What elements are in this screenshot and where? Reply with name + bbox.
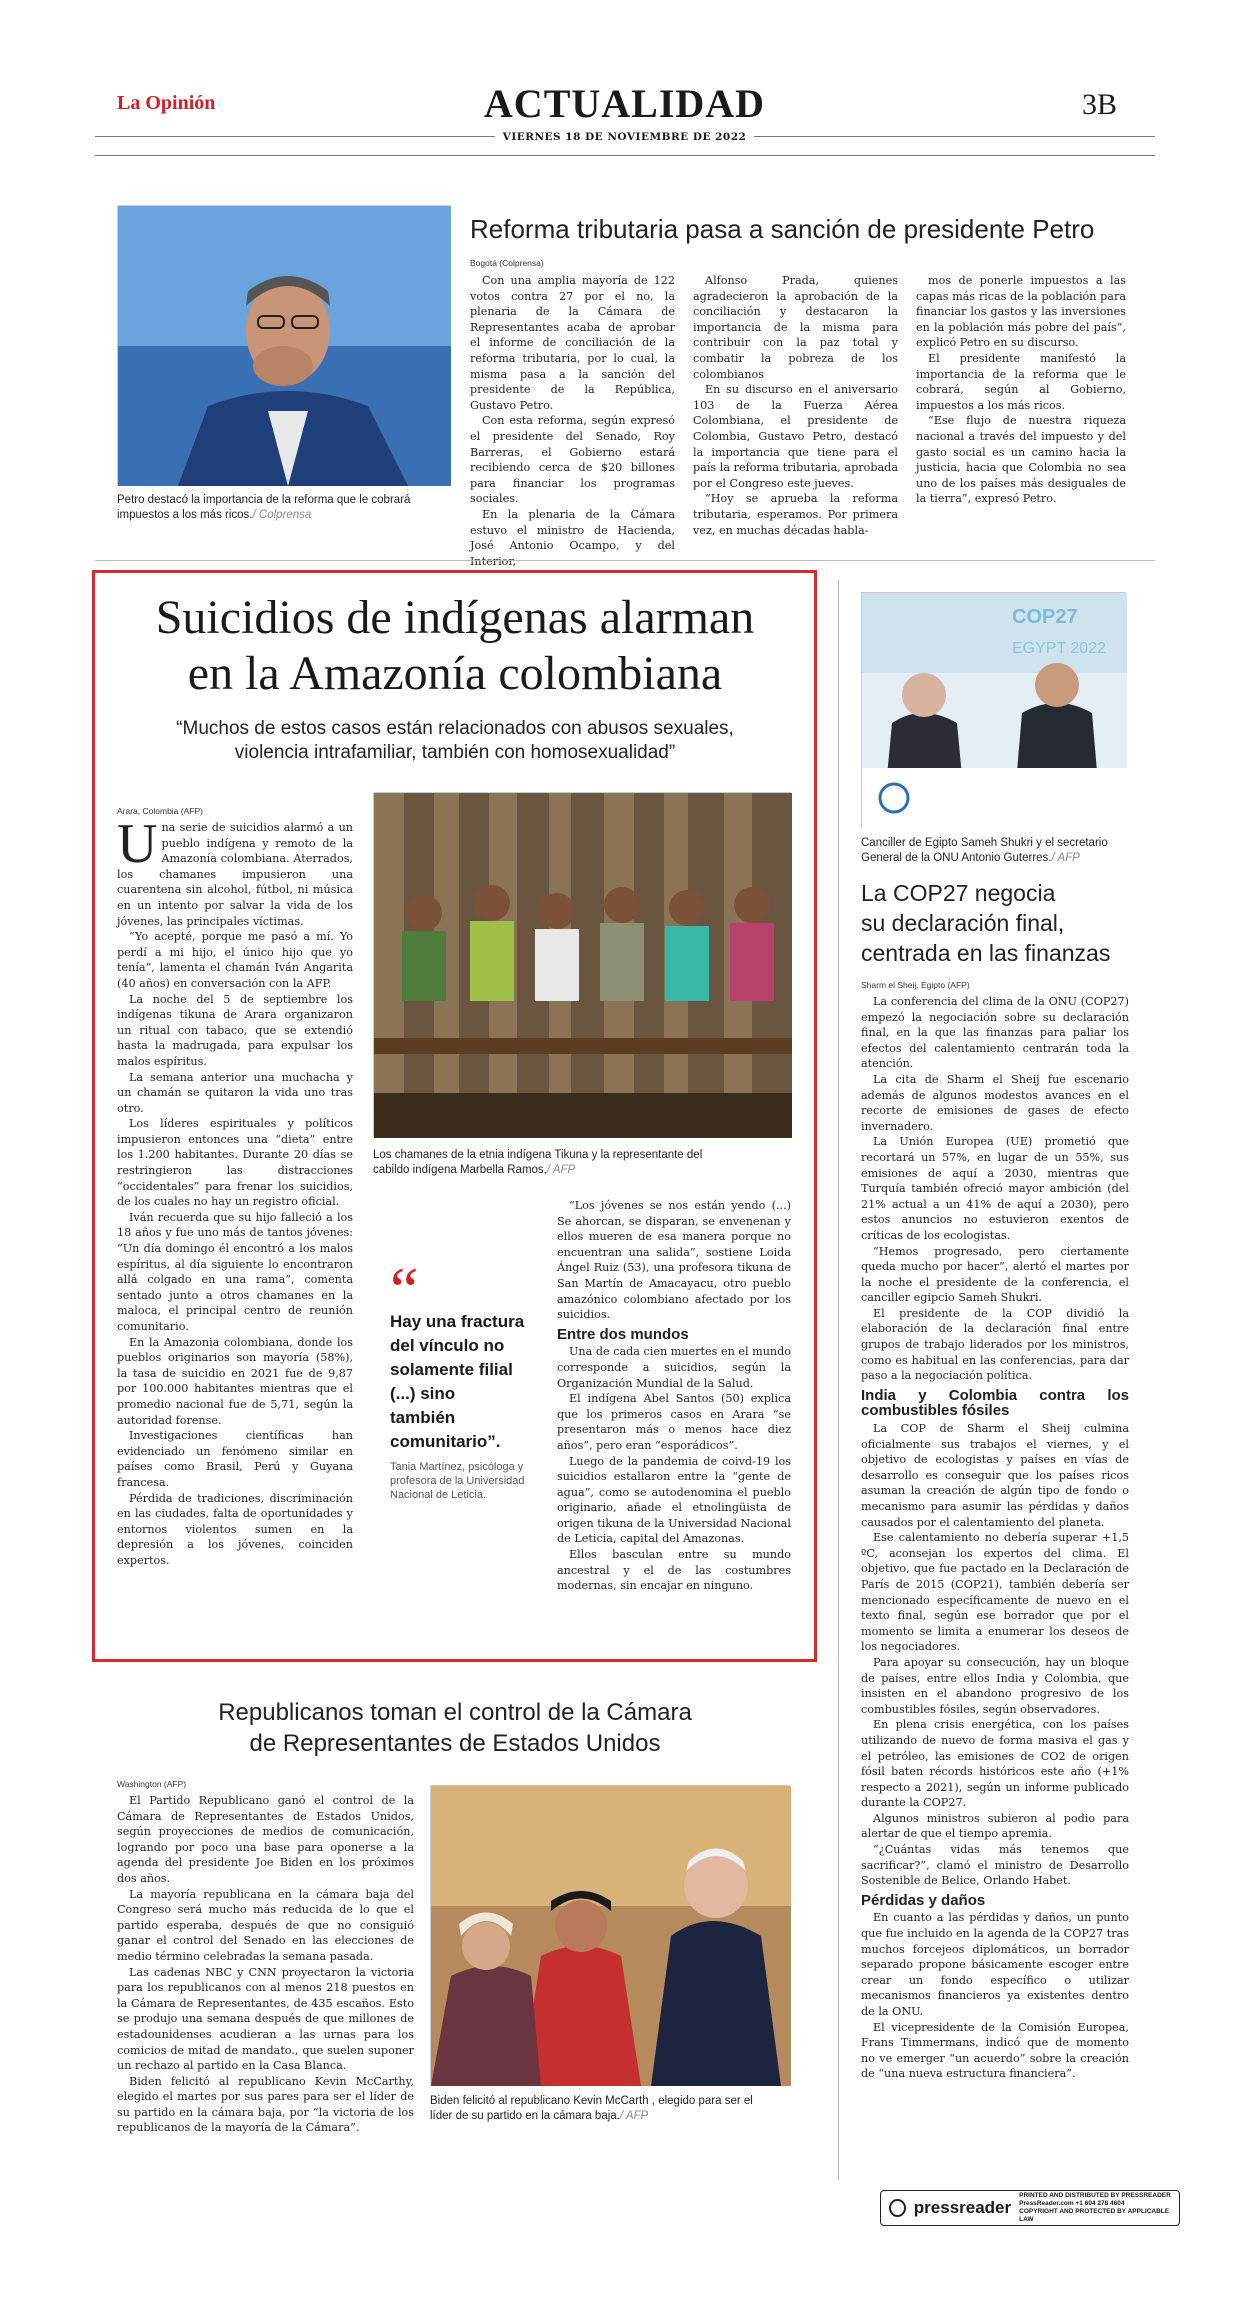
cop27-photo (861, 592, 1126, 829)
pull-quote-mark: “ (390, 1254, 419, 1325)
page-number: 3B (1082, 88, 1118, 121)
bottom-headline (100, 1697, 810, 1759)
main-subhead: Entre dos mundos (557, 1325, 689, 1343)
bottom-dateline: Washington (AFP) (117, 1779, 187, 1789)
side-column: La conferencia del clima de la ONU (COP27) empezó la negociación sobre su declaración final, en la que las finanzas para paliar los efectos del calentamiento centrarán toda la atención. La cita de Sharm el Sheij fue escenario además de algunos modestos avances en el recorte de emisiones de gases de efecto invernadero. La Unión Europea (UE) prometió que recortará un 57%, en lugar de un 55%, sus emisiones de aquí a 2030, mientras que Turquía también ofreció mayor ambición (del 21% actual a un 41% de aquí a 2030), pero estos anuncios no estuvieron exentos de críticas de los ecologistas. “Hemos progresado, pero ciertamente queda mucho por hacer”, alertó el martes por la noche el presidente de la conferencia, el canciller egipcio Sameh Shukri. El presidente de la COP dividió la elaboración de la declaración final entre grupos de trabajo liderados por los ministros, como es habitual en las conferencias, para dar paso a la negociación política. India y Colombia contra los combustibles fósiles La COP de Sharm el Sheij culmina oficialmente sus trabajos el viernes, y el objetivo de ecologistas y países en vías de desarrollo es conseguir que los países ricos asuman la creación de algún tipo de fondo o mecanismo para asumir las pérdidas y daños causados por el calentamiento del planeta. Ese calentamiento no debería superar +1,5 ºC, aconsejan los expertos del clima. El objetivo, que fue pactado en la Declaración de París de 2015 (COP21), también debería ser mencionado específicamente de nuevo en el texto final, según ese borrador que por el momento se limita a enumerar los deseos de los negociadores. Para apoyar su consecución, hay un bloque de países, entre ellos India y Colombia, que insisten en el abandono progresivo de los combustibles fósiles, según observadores. En plena crisis energética, con los países utilizando de nuevo de forma masiva el gas y el petróleo, las emisiones de CO2 de origen fósil baten récords históricos este año (+1% respecto a 2021), según un informe publicado durante la COP27. Algunos ministros subieron al podio para alertar de que el tiempo apremia. “¿Cuántas vidas más tenemos que sacrificar?”, clamó el ministro de Desarrollo Sostenible de Belice, Orlando Habet. Pérdidas y daños En cuanto a las pérdidas y daños, un punto que fue incluido en la agenda de la COP27 tras muchos forcejeos diplomáticos, un borrador separado propone básicamente escoger entre crear un fondo específico o utilizar mecanismos financieros ya existentes dentro de la ONU. El vicepresidente de la Comisión Europea, Frans Timmermans, indicó que de momento no ve emerger “un acuerdo” sobre la creación de “una nueva estructura financiera”. (861, 995, 1129, 2081)
pull-quote (390, 1254, 525, 1502)
top-article-col-1: Con una amplia mayoría de 122 votos contra 27 por el no, la plenaria de la Cámara de Representantes acaba de aprobar el informe de conciliación de la reforma tributaria, por lo cual, la misma pasa a la sanción del presidente de la República, Gustavo Petro. Con esta reforma, según expresó el presidente del Senado, Roy Barreras, el Gobierno estará recibiendo cerca de $20 billones para financiar los programas sociales. En la plenaria de la Cámara estuvo el ministro de Hacienda, José Antonio Ocampo, y del Interior, (470, 274, 675, 568)
column-divider (838, 580, 839, 2180)
main-subheadline-line-1: “Muchos de estos casos están relacionados con abusos sexuales, (176, 718, 734, 739)
drop-cap: U (117, 813, 158, 875)
petro-photo-caption: Petro destacó la importancia de la reforma que le cobrará impuestos a los más ricos./ Colprensa (117, 494, 411, 521)
side-headline-line-3: centrada en las finanzas (861, 940, 1111, 966)
cop27-photo-illustration (862, 593, 1127, 830)
pressreader-icon (889, 2199, 906, 2217)
side-headline-line-2: su declaración final, (861, 910, 1065, 936)
main-headline-line-1: Suicidios de indígenas alarman (155, 591, 755, 644)
main-dateline: Arara, Colombia (AFP) (117, 806, 203, 816)
tikuna-photo-illustration (374, 793, 792, 1138)
pressreader-notice: PRINTED AND DISTRIBUTED BY PRESSREADER PressReader.com +1 604 278 4604 COPYRIGHT AND PROTECTED BY APPLICABLE LAW (1019, 2192, 1171, 2223)
side-headline-line-1: La COP27 negocia (861, 880, 1056, 906)
main-col-3: “Los jóvenes se nos están yendo (...) Se ahorcan, se disparan, se envenenan y ellos mueren de esa manera porque no encuentran una salida”, sostiene Loida Ángel Ruiz (53), una profesora tikuna de San Martín de Amacayacu, otro pueblo amazónico colombiano afectado por los suicidios. Entre dos mundos Una de cada cien muertes en el mundo corresponde a suicidios, según la Organización Mundial de la Salud. El indígena Abel Santos (50) explica que los primeros casos en Arara “se presentaron más o menos hace diez años”, pero eran “esporádicos”. Luego de la pandemia de coivd-19 los suicidios estallaron entre la “gente de agua”, como se autodenomina el pueblo originario, añade el etnolingüista de origen tikuna de la Universidad Nacional de Leticia, capital del Amazonas. Ellos basculan entre su mundo ancestral y el de las costumbres modernas, sin encajar en ninguno. (557, 1199, 791, 1593)
pressreader-badge[interactable] (880, 2190, 1180, 2226)
pressreader-logo: pressreader (913, 2198, 1012, 2217)
main-col-1: Una serie de suicidios alarmó a un pueblo indígena y remoto de la Amazonía colombiana. Aterrados, los chamanes impusieron una cuarentena sin alcohol, fútbol, ni música en un intento por salvar la vida de los jóvenes, las principales víctimas. “Yo acepté, porque me pasó a mí. Yo perdí a mi hijo, el único hijo que yo tenía”, lamenta el chamán Iván Angarita (40 años) en conversación con la AFP. La noche del 5 de septiembre los indígenas tikuna de Arara organizaron un ritual con tabaco, que se extendió hasta la madrugada, para expulsar los malos espíritus. La semana anterior una muchacha y un chamán se quitaron la vida uno tras otro. Los líderes espirituales y políticos impusieron entonces una “dieta” entre los 1.200 habitantes. Durante 20 días se restringieron las distracciones “occidentales” para frenar los suicidios, de los cuales no hay un registro oficial. Iván recuerda que su hijo falleció a los 18 años y fue uno más de tantos jóvenes: “Un día domingo él encontró a los malos espíritus, al día siguiente lo encontraron allá colgado en una rama”, comenta sentado junto a otros chamanes en la maloca, el principal centro de reunión comunitario. En la Amazonia colombiana, donde los pueblos originarios son mayoría (58%), la tasa de suicidio en 2021 fue de 9,87 por 100.000 habitantes mientras que el promedio nacional fue de 5,71, según la autoridad forense. Investigaciones científicas han evidenciado un fenómeno similar en países como Brasil, Perú y Guyana francesa. Pérdida de tradiciones, discriminación en las ciudades, falta de oportunidades y entornos violentos sumen en la depresión a los jóvenes, coinciden expertos. (117, 813, 353, 1567)
bottom-headline-line-2: de Representantes de Estados Unidos (249, 1730, 661, 1757)
petro-photo (117, 205, 450, 485)
top-article-dateline: Bogotá (Colprensa) (470, 258, 544, 268)
bottom-col-1: El Partido Republicano ganó el control de la Cámara de Representantes de Estados Unidos, según proyecciones de medios de comunicación, logrando por poco una base para oponerse a la agenda del presidente Joe Biden en los próximos dos años. La mayoría republicana en la cámara baja del Congreso será mucho más reducida de lo que el partido esperaba, después de que no consiguió ganar el control del Senado en las elecciones de medio término celebradas la semana pasada. Las cadenas NBC y CNN proyectaron la victoria para los republicanos con al menos 218 puestos en la Cámara de Representantes, de 435 escaños. Esto se produjo una semana después de que millones de estadounidenses acudieran a las urnas para los comicios de mitad de mandato., que suelen suponer un rechazo al partido en la Casa Blanca. Biden felicitó al republicano Kevin McCarthy, elegido el martes por sus pares para ser el líder de su partido en la cámara baja, por “la victoria de los republicanos de la mayoría de la Cámara”. (117, 1794, 414, 2135)
top-rule-2 (95, 155, 1155, 156)
section-divider (95, 560, 1155, 561)
main-headline-line-2: en la Amazonía colombiana (187, 647, 723, 700)
bottom-headline-line-1: Republicanos toman el control de la Cámara (218, 1699, 692, 1726)
side-subhead-2: Pérdidas y daños (861, 1891, 986, 1909)
biden-photo (430, 1785, 790, 2085)
main-subheadline (100, 717, 810, 765)
pull-quote-text: Hay una fractura del vínculo no solamente filial (...) sino también comunitario”. (390, 1312, 525, 1451)
main-subheadline-line-2: violencia intrafamiliar, también con homosexualidad” (234, 742, 676, 763)
top-article-col-3: mos de ponerle impuestos a las capas más ricas de la población para financiar los gastos y las inversiones en la población más pobre del país”, explicó Petro en su discurso. El presidente manifestó la importancia de la reforma que le cobrará, según al Gobierno, impuestos a los más ricos. “Ese flujo de nuestra riqueza nacional a través del impuesto y del gasto social es un camino hacia la justicia, hacia que Colombia no sea uno de los países más desiguales de la tierra”, expresó Petro. (916, 274, 1126, 506)
tikuna-shamans-photo (373, 792, 791, 1137)
cop27-photo-caption: Canciller de Egipto Sameh Shukri y el secretario General de la ONU Antonio Guterres./ AFP (861, 837, 1108, 864)
side-headline (861, 878, 1131, 968)
issue-date: VIERNES 18 DE NOVIEMBRE DE 2022 (0, 131, 1249, 143)
biden-photo-illustration (431, 1786, 791, 2086)
section-title: ACTUALIDAD (483, 81, 766, 126)
petro-photo-illustration (118, 206, 451, 486)
pull-quote-attribution: Tania Martínez, psicóloga y profesora de la Universidad Nacional de Leticia. (390, 1461, 525, 1501)
side-dateline: Sharm el Sheij, Egipto (AFP) (861, 980, 970, 990)
main-headline (100, 590, 810, 702)
side-subhead-1: India y Colombia contra los combustibles fósiles (861, 1386, 1129, 1420)
brand-logo: La Opinión (117, 92, 216, 114)
biden-photo-caption: Biden felicitó al republicano Kevin McCarth , elegido para ser el líder de su partido en la cámara baja./ AFP (430, 2095, 753, 2122)
top-article-headline: Reforma tributaria pasa a sanción de presidente Petro (470, 214, 1095, 244)
tikuna-photo-caption: Los chamanes de la etnia indígena Tikuna y la representante del cabildo indígena Marbella Ramos,/ AFP (373, 1149, 703, 1176)
svg-text:COP27: COP27 (1012, 606, 1078, 628)
svg-text:EGYPT 2022: EGYPT 2022 (1012, 640, 1106, 657)
top-article-col-2: Alfonso Prada, quienes agradecieron la aprobación de la conciliación y destacaron la importancia de la misma para contribuir con la paz total y combatir la pobreza de los colombianos En su discurso en el aniversario 103 de la Fuerza Aérea Colombiana, el presidente de Colombia, Gustavo Petro, destacó la importancia que tiene para el país la reforma tributaria, aprobada por el Congreso este jueves. “Hoy se aprueba la reforma tributaria, esperamos. Por primera vez, en muchas décadas habla- (693, 274, 898, 537)
